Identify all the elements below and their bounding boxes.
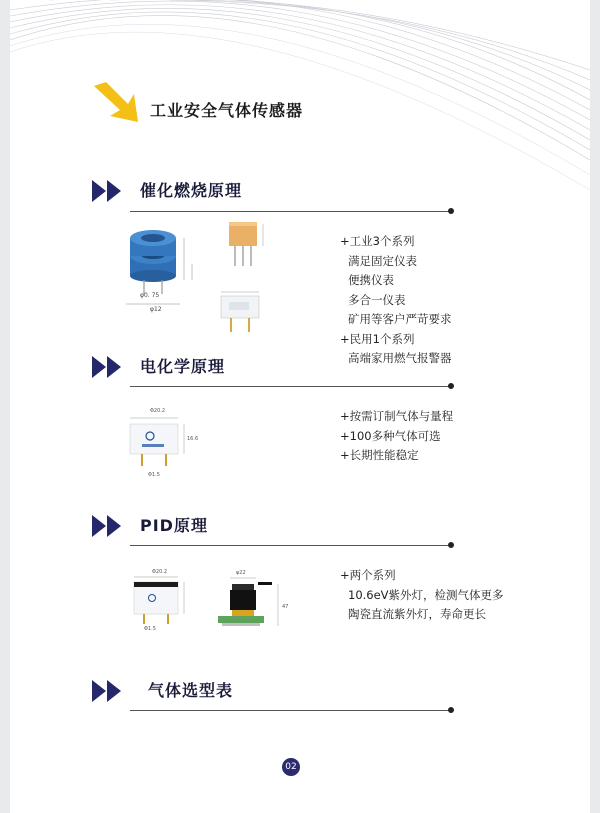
brochure-page	[10, 0, 590, 813]
list-item: 便携仪表	[348, 273, 394, 287]
catalytic-sensor-image	[122, 224, 212, 316]
list-item: +按需订制气体与量程	[340, 409, 454, 423]
list-item: 满足固定仪表	[348, 253, 417, 268]
section-divider	[130, 545, 450, 546]
section-header-gas-selection	[92, 678, 462, 708]
dimension-label: φ12	[150, 306, 162, 313]
dimension-label: Φ1.5	[144, 626, 156, 632]
catalytic-sensor-small-image	[225, 220, 275, 272]
dimension-label: Φ20.2	[152, 569, 168, 575]
list-item: 高端家用燃气报警器	[348, 351, 452, 365]
section-title: 气体选型表	[148, 681, 234, 700]
section-title: 催化燃烧原理	[140, 181, 243, 200]
double-chevron-icon	[92, 180, 128, 202]
pid-sensor-image-2	[210, 572, 290, 634]
list-item: +两个系列	[340, 568, 396, 582]
feature-list-pid	[340, 566, 504, 625]
dimension-label: Φ1.5	[148, 472, 160, 478]
list-item: +民用1个系列	[340, 331, 415, 346]
list-item: 矿用等客户严苛要求	[348, 312, 452, 326]
pid-sensor-image-1	[120, 572, 196, 638]
list-item: +工业3个系列	[340, 234, 415, 248]
list-item: 10.6eV紫外灯，检测气体更多	[348, 587, 504, 602]
title-arrow-icon	[92, 80, 142, 126]
page-title: 工业安全气体传感器	[150, 101, 304, 120]
section-header-pid	[92, 513, 462, 543]
divider-dot	[448, 208, 454, 214]
section-header-catalytic	[92, 178, 462, 208]
double-chevron-icon	[92, 680, 128, 702]
feature-list-electrochemical	[340, 407, 453, 466]
double-chevron-icon	[92, 515, 128, 537]
divider-dot	[448, 383, 454, 389]
list-item: +长期性能稳定	[340, 448, 419, 462]
section-header-electrochemical	[92, 354, 462, 384]
list-item: +100多种气体可选	[340, 428, 441, 443]
dimension-label: φ0. 75	[140, 292, 160, 299]
dimension-label: Φ20.2	[150, 408, 166, 414]
section-title: 电化学原理	[140, 357, 226, 376]
section-divider	[130, 211, 450, 212]
divider-dot	[448, 542, 454, 548]
dimension-label: 16.6	[187, 436, 199, 442]
section-divider	[130, 386, 450, 387]
dimension-label: φ22	[236, 570, 246, 576]
list-item: 多合一仪表	[348, 292, 406, 307]
list-item: 陶瓷直流紫外灯，寿命更长	[348, 607, 486, 621]
feature-list-catalytic	[340, 232, 452, 369]
catalytic-sensor-module-image	[215, 290, 275, 340]
double-chevron-icon	[92, 356, 128, 378]
divider-dot	[448, 707, 454, 713]
page-number: 02	[282, 758, 300, 776]
section-title: PID原理	[140, 516, 208, 535]
section-divider	[130, 710, 450, 711]
dimension-label: 47	[282, 604, 289, 610]
